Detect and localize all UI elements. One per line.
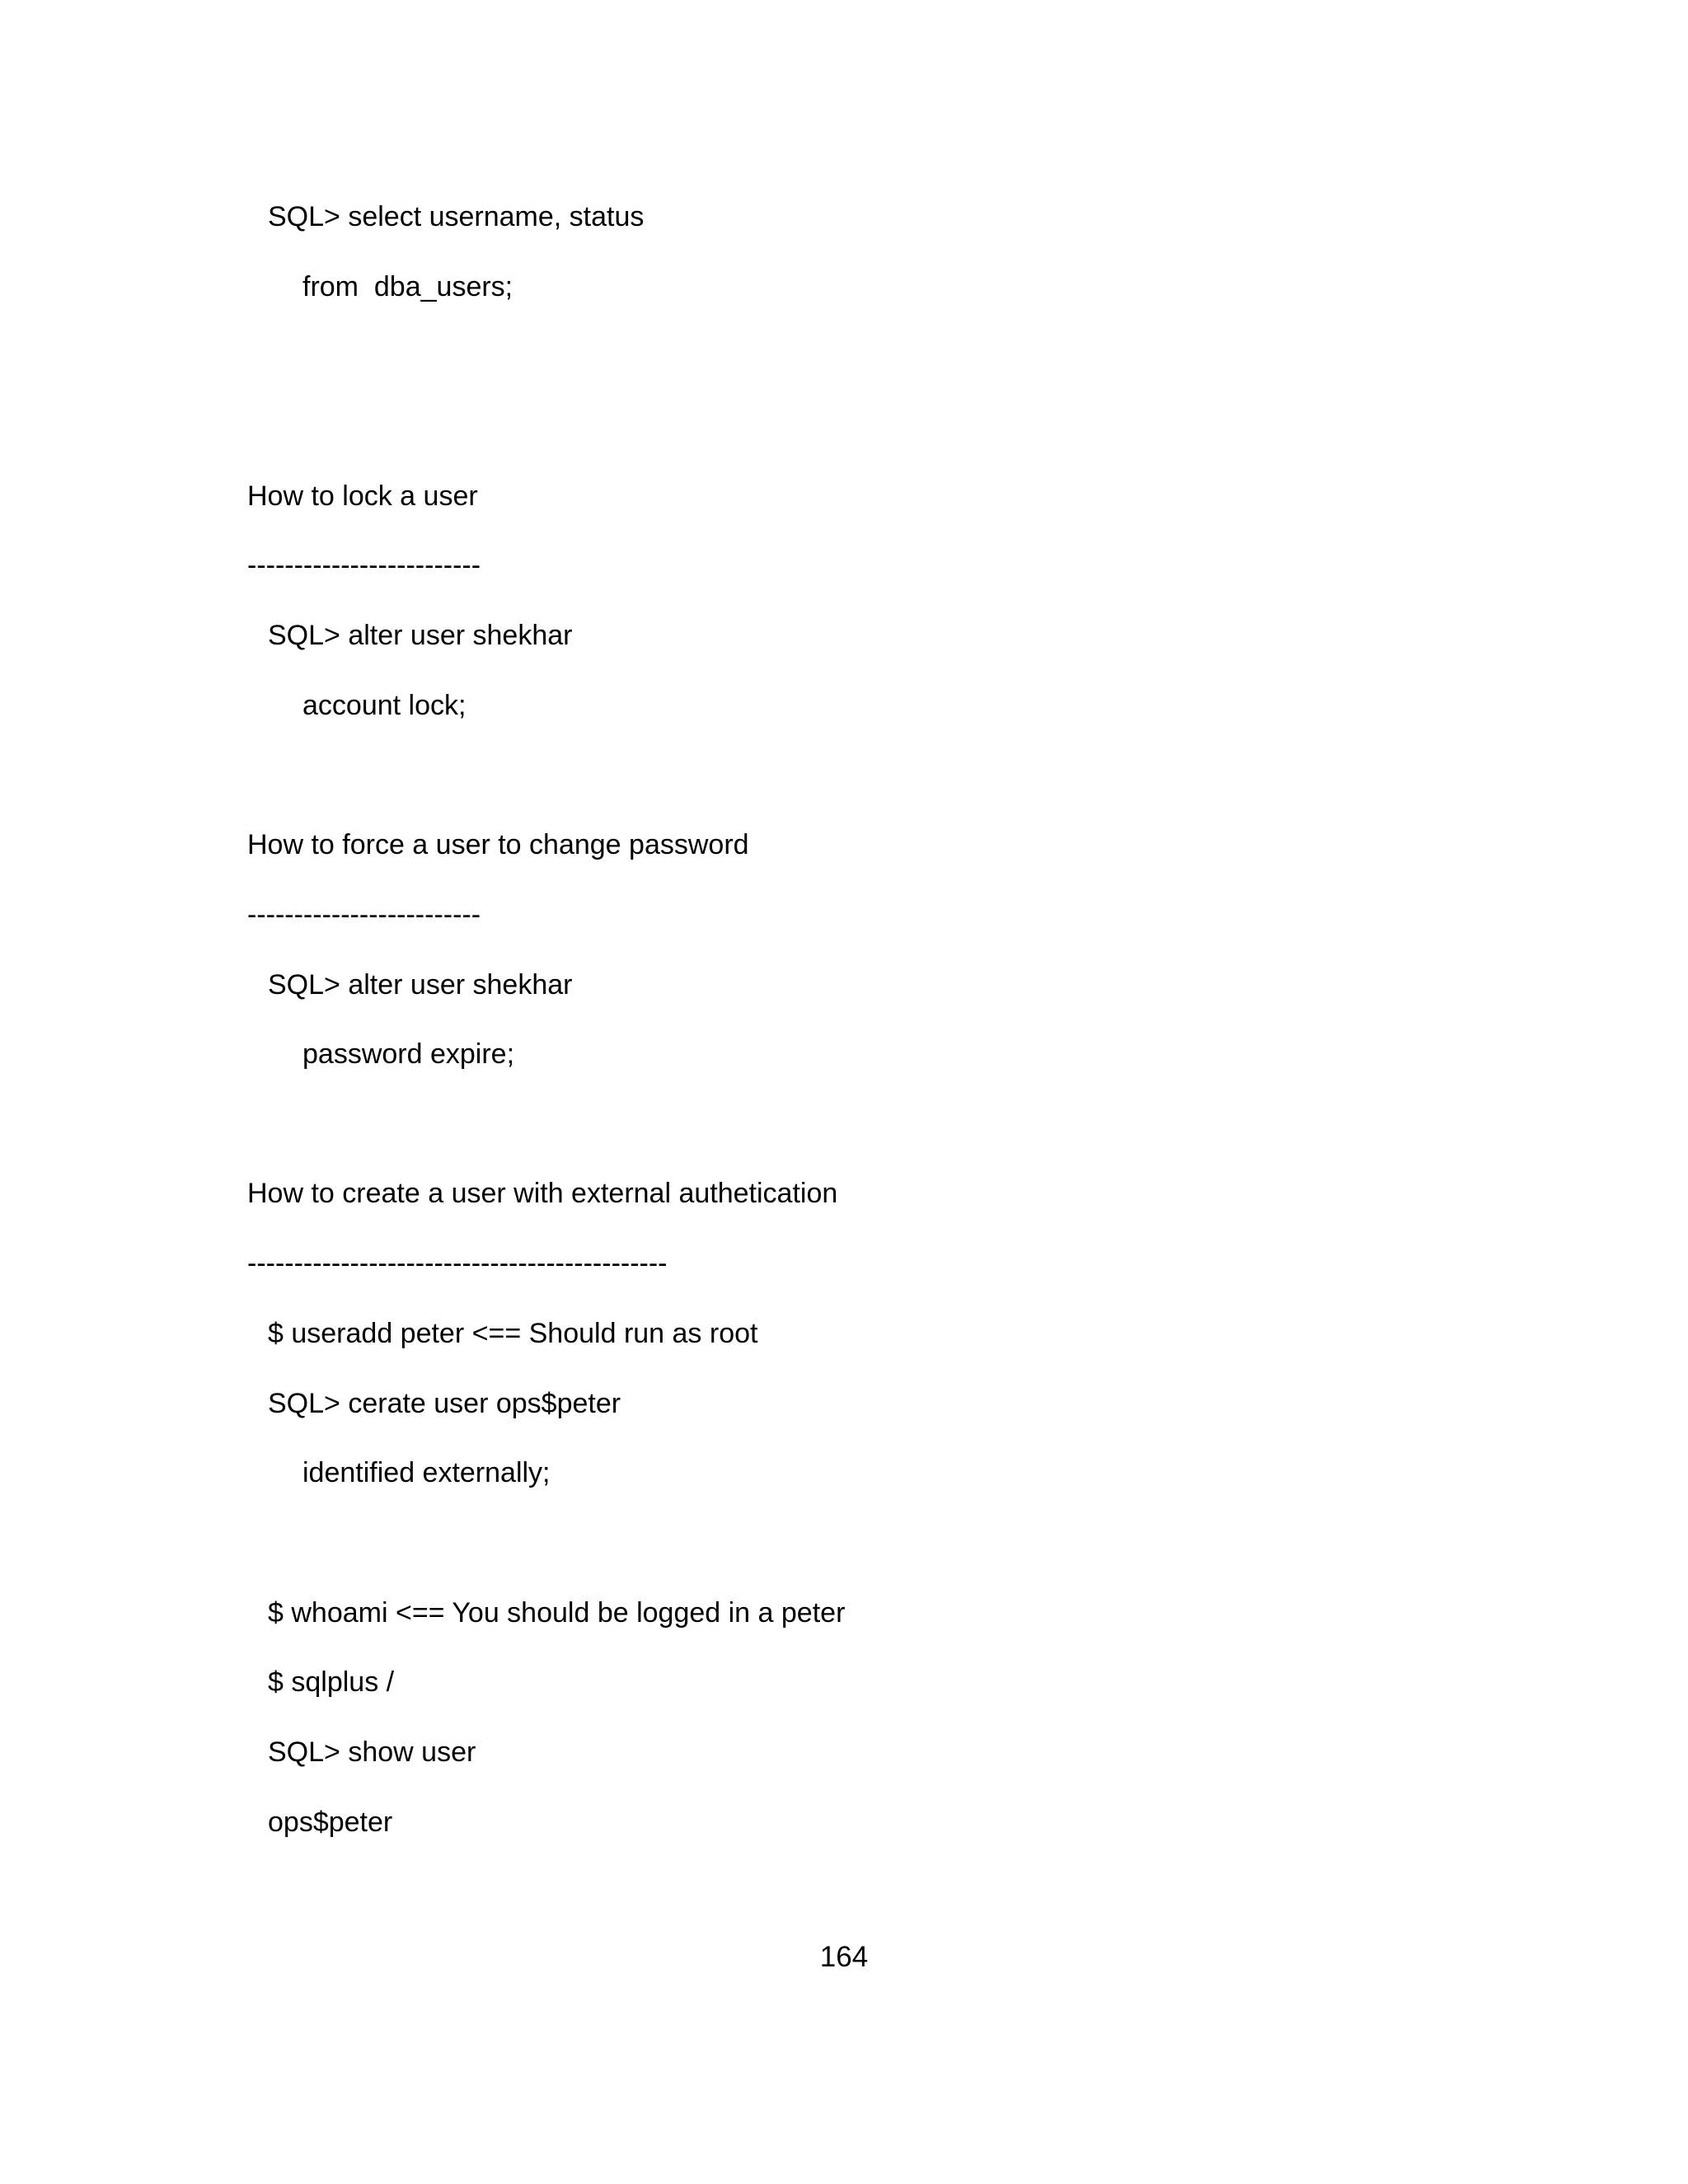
shell-whoami-line: $ whoami <== You should be logged in a peter [268,1597,846,1629]
sql-from-line: from dba_users; [302,271,513,302]
shell-useradd-line: $ useradd peter <== Should run as root [268,1318,758,1349]
sql-password-expire-line: password expire; [302,1038,515,1070]
section-rule-lock-user: ------------------------- [247,550,481,581]
sql-select-line: SQL> select username, status [268,201,645,232]
sql-alter-user-line: SQL> alter user shekhar [268,969,573,1001]
sql-account-lock-line: account lock; [302,690,467,721]
section-heading-force-password: How to force a user to change password [247,829,749,860]
section-heading-lock-user: How to lock a user [247,480,478,512]
sql-identified-externally-line: identified externally; [302,1457,551,1488]
sql-create-user-line: SQL> cerate user ops$peter [268,1388,621,1419]
page-number: 164 [819,1941,869,1973]
sql-output-user-line: ops$peter [268,1807,393,1838]
section-heading-external-auth: How to create a user with external authetication [247,1178,838,1209]
section-rule-external-auth: --------------------------------------------- [247,1248,668,1279]
sql-show-user-line: SQL> show user [268,1736,476,1768]
sql-alter-user-line: SQL> alter user shekhar [268,620,573,651]
section-rule-force-password: ------------------------- [247,899,481,930]
shell-sqlplus-line: $ sqlplus / [268,1666,395,1698]
